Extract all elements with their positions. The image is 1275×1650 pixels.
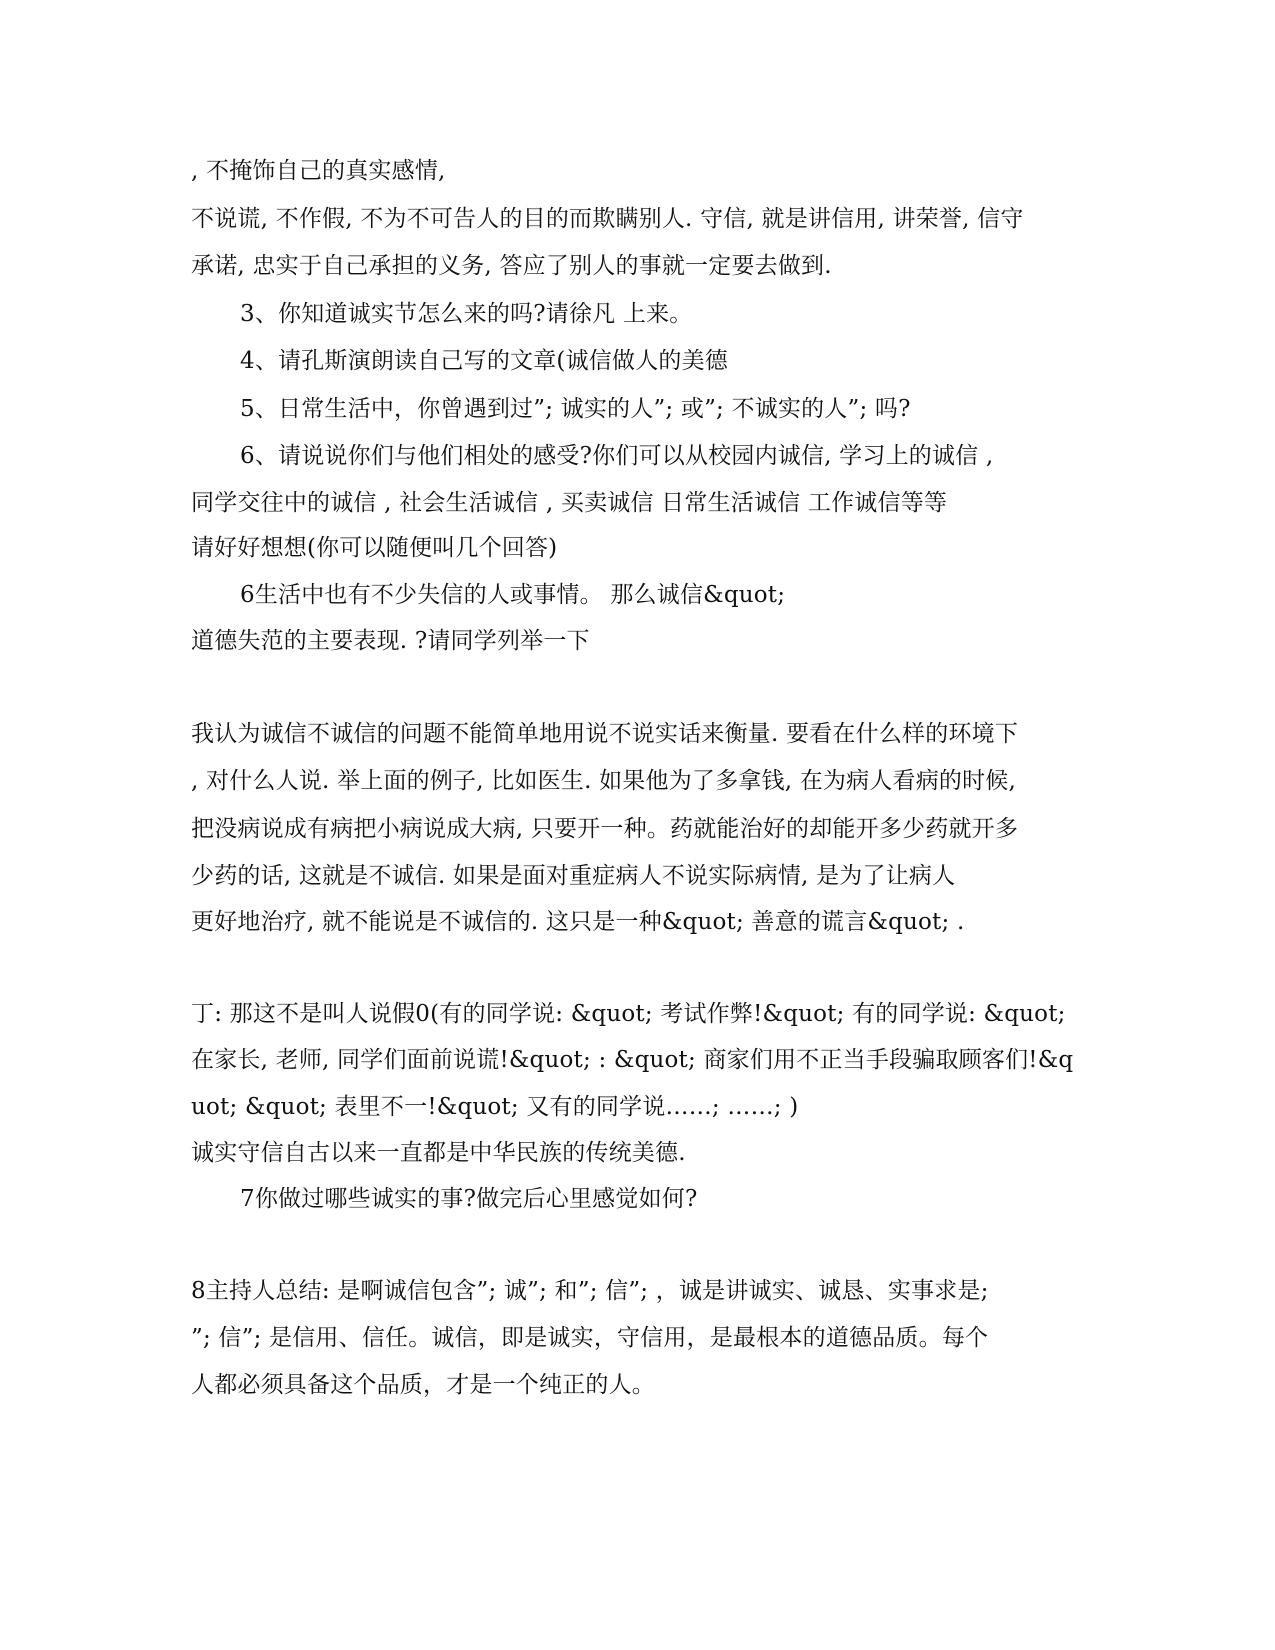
text-line-16: 更好地治疗, 就不能说是不诚信的. 这只是一种&quot; 善意的谎言&quot; . (191, 909, 965, 935)
text-line-3: 承诺, 忠实于自己承担的义务, 答应了别人的事就一定要去做到. (191, 253, 832, 279)
text-line-23: ”; 信”; 是信用、信任。诚信，即是诚实，守信用，是最根本的道德品质。每个 (191, 1325, 989, 1351)
text-line-5: 4、请孔斯演朗读自己写的文章(诚信做人的美德 (240, 348, 729, 374)
text-line-24: 人都必须具备这个品质，才是一个纯正的人。 (191, 1372, 655, 1398)
text-line-1: , 不掩饰自己的真实感情, (191, 158, 446, 184)
text-line-17: 丁: 那这不是叫人说假0(有的同学说: &quot; 考试作弊!&quot; 有的同学说: &quot; (191, 1001, 1066, 1027)
text-line-21: 7你做过哪些诚实的事?做完后心里感觉如何? (240, 1186, 698, 1212)
text-line-7: 6、请说说你们与他们相处的感受?你们可以从校园内诚信, 学习上的诚信 , (240, 443, 994, 469)
text-line-13: , 对什么人说. 举上面的例子, 比如医生. 如果他为了多拿钱, 在为病人看病的时候, (191, 768, 1017, 794)
text-line-12: 我认为诚信不诚信的问题不能简单地用说不说实话来衡量. 要看在什么样的环境下 (191, 721, 1019, 747)
text-line-14: 把没病说成有病把小病说成大病, 只要开一种。药就能治好的却能开多少药就开多 (191, 816, 1019, 842)
text-line-9: 请好好想想(你可以随便叫几个回答) (191, 535, 558, 561)
text-line-18: 在家长, 老师, 同学们面前说谎!&quot; : &quot; 商家们用不正当手段骗取顾客们!&q (191, 1047, 1074, 1073)
text-line-8: 同学交往中的诚信 , 社会生活诚信 , 买卖诚信 日常生活诚信 工作诚信等等 (191, 490, 948, 516)
text-line-10: 6生活中也有不少失信的人或事情。 那么诚信&quot; (240, 582, 786, 608)
text-line-11: 道德失范的主要表现. ?请同学列举一下 (191, 628, 590, 654)
text-line-6: 5、日常生活中，你曾遇到过”; 诚实的人”; 或”; 不诚实的人”; 吗? (240, 396, 911, 422)
text-line-19: uot; &quot; 表里不一!&quot; 又有的同学说……; ……; ) (191, 1094, 799, 1120)
text-line-4: 3、你知道诚实节怎么来的吗?请徐凡 上来。 (240, 301, 693, 327)
text-line-22: 8主持人总结: 是啊诚信包含”; 诚”; 和”; 信”; ，诚是讲诚实、诚恳、实事求是; (191, 1278, 989, 1304)
text-line-2: 不说谎, 不作假, 不为不可告人的目的而欺瞒别人. 守信, 就是讲信用, 讲荣誉, 信守 (191, 206, 1024, 232)
text-line-15: 少药的话, 这就是不诚信. 如果是面对重症病人不说实际病情, 是为了让病人 (191, 863, 956, 889)
text-line-20: 诚实守信自古以来一直都是中华民族的传统美德. (191, 1140, 686, 1166)
